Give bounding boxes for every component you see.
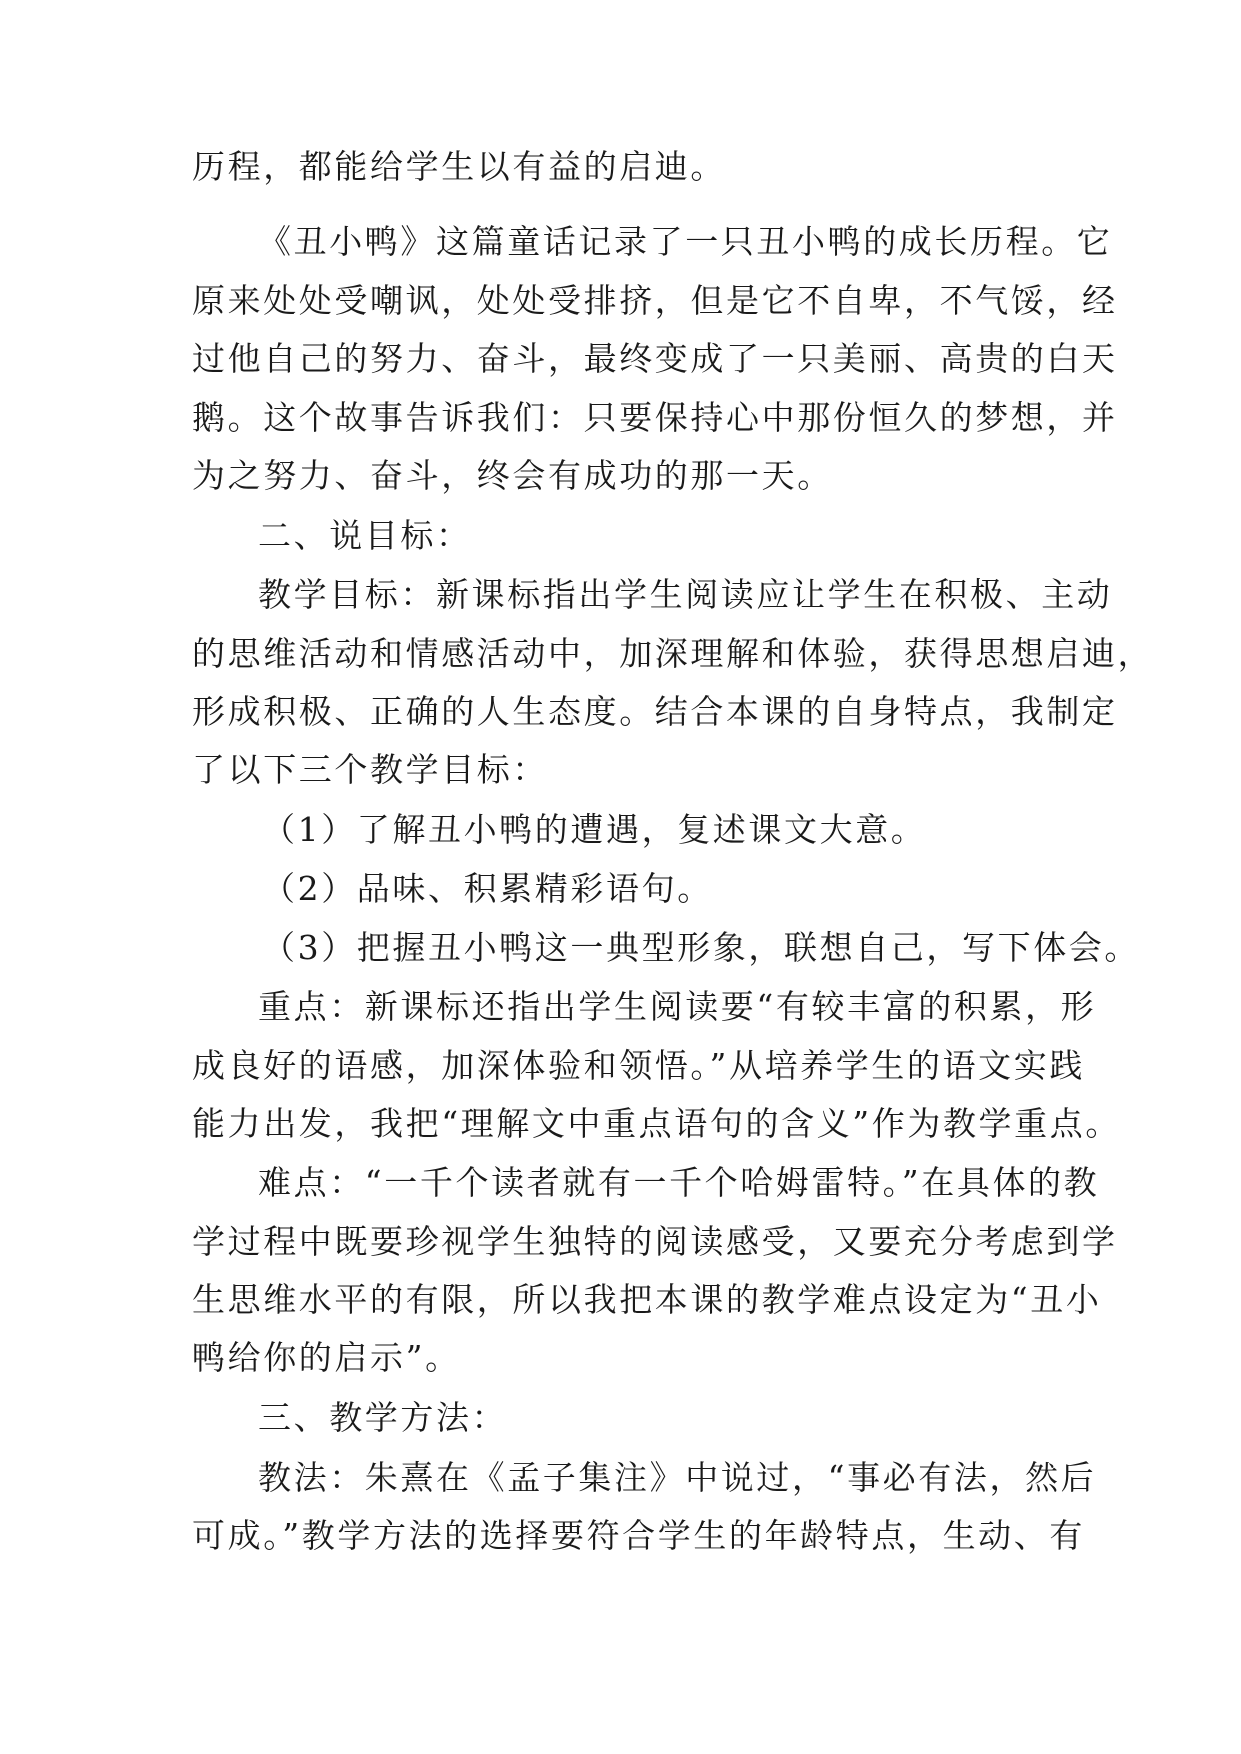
- text-line: 为之努力、奋斗，终会有成功的那一天。: [192, 456, 833, 495]
- text-line: 成良好的语感，加深体验和领悟。”从培养学生的语文实践: [192, 1046, 1085, 1085]
- section-heading: 二、说目标：: [258, 516, 472, 555]
- text-line: 学过程中既要珍视学生独特的阅读感受，又要充分考虑到学: [192, 1222, 1118, 1261]
- text-line: 历程，都能给学生以有益的启迪。: [192, 147, 726, 186]
- list-item: （2）品味、积累精彩语句。: [262, 869, 713, 908]
- text-line: 的思维活动和情感活动中，加深理解和体验，获得思想启迪，: [192, 634, 1154, 673]
- text-line: 难点：“一千个读者就有一千个哈姆雷特。”在具体的教: [258, 1163, 1100, 1202]
- text-line: 教法：朱熹在《孟子集注》中说过，“事必有法，然后: [258, 1458, 1097, 1497]
- text-line: 原来处处受嘲讽，处处受排挤，但是它不自卑，不气馁，经: [192, 281, 1118, 320]
- text-line: 教学目标：新课标指出学生阅读应让学生在积极、主动: [258, 575, 1113, 614]
- text-line: 《丑小鸭》这篇童话记录了一只丑小鸭的成长历程。它: [258, 222, 1113, 261]
- text-line: 生思维水平的有限，所以我把本课的教学难点设定为“丑小: [192, 1280, 1102, 1319]
- text-line: 可成。”教学方法的选择要符合学生的年龄特点，生动、有: [192, 1516, 1085, 1555]
- section-heading: 三、教学方法：: [258, 1398, 508, 1437]
- list-item: （1）了解丑小鸭的遭遇，复述课文大意。: [262, 810, 927, 849]
- text-line: 重点：新课标还指出学生阅读要“有较丰富的积累，形: [258, 987, 1097, 1026]
- text-line: 能力出发，我把“理解文中重点语句的含义”作为教学重点。: [192, 1104, 1121, 1143]
- text-line: 鸭给你的启示”。: [192, 1338, 461, 1377]
- text-line: 过他自己的努力、奋斗，最终变成了一只美丽、高贵的白天: [192, 339, 1118, 378]
- list-item: （3）把握丑小鸭这一典型形象，联想自己，写下体会。: [262, 928, 1140, 967]
- text-line: 鹅。这个故事告诉我们：只要保持心中那份恒久的梦想，并: [192, 398, 1118, 437]
- text-line: 形成积极、正确的人生态度。结合本课的自身特点，我制定: [192, 692, 1118, 731]
- text-line: 了以下三个教学目标：: [192, 750, 548, 789]
